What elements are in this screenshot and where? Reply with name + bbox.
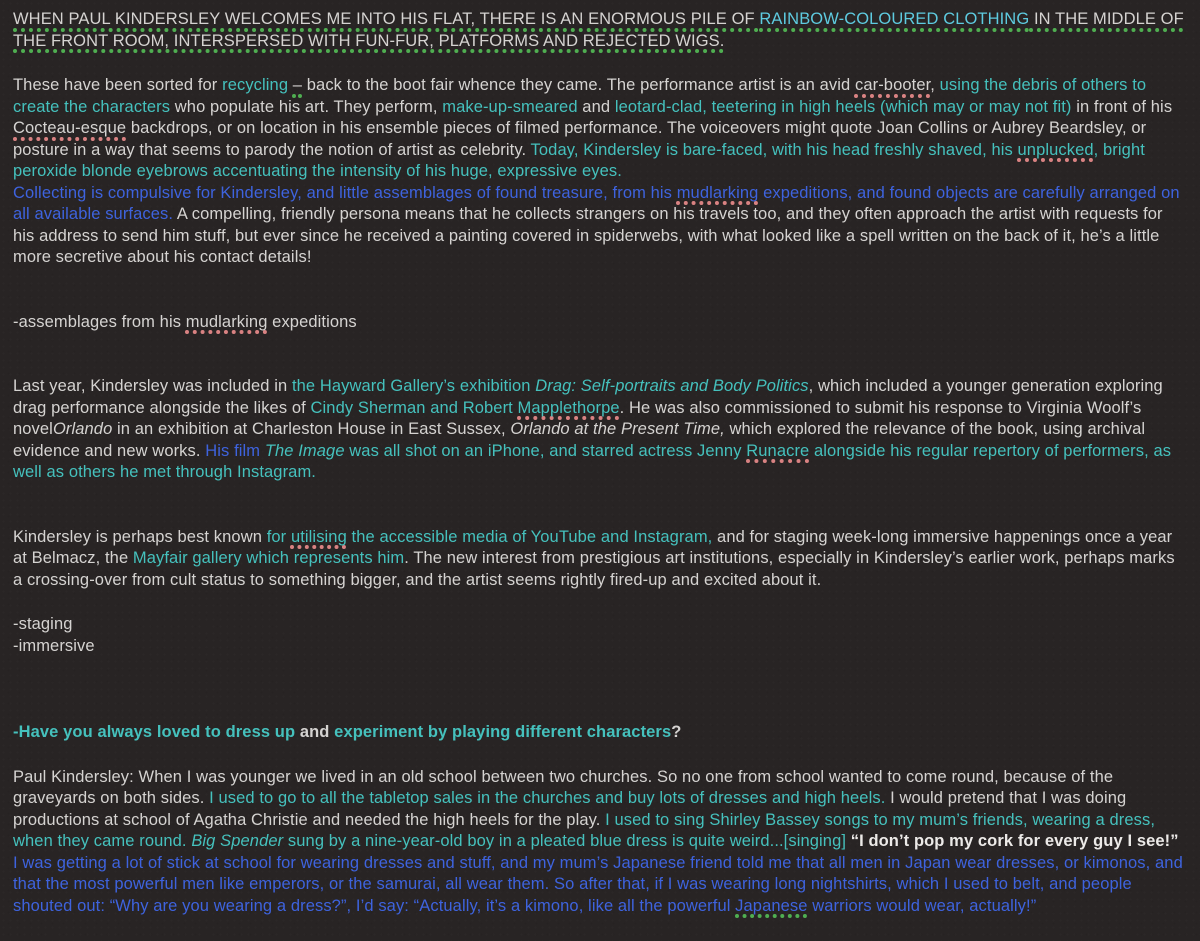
text-run: Paul Kindersley: When I was younger we lived in an old school between two churches. So no one from school wanted to come round, because of the graveyards on both sides. xyxy=(13,767,1114,807)
text-run: Collecting is compulsive for Kindersley, and little assemblages of found treasure, from his xyxy=(13,183,677,202)
note-staging xyxy=(13,614,1187,636)
text-run: -staging xyxy=(13,615,73,633)
text-run: car-booter xyxy=(854,76,931,94)
text-run: and for staging week-long immersive happenings once a year at Belmacz, the xyxy=(13,527,1173,567)
text-run: , bright peroxide blonde eyebrows accentuating the intensity of his huge, expressive eyes. xyxy=(13,140,1145,180)
text-run: warriors would wear, actually!” xyxy=(807,896,1037,915)
text-run: utilising xyxy=(290,527,347,546)
text-run: unplucked xyxy=(1017,140,1094,159)
interview-answer-paragraph xyxy=(13,767,1187,918)
text-run: expeditions xyxy=(267,312,357,331)
text-run: , which included a younger generation exploring drag performance alongside the likes of xyxy=(13,377,1163,417)
text-run: experiment by playing different characters xyxy=(334,723,672,741)
text-run: the accessible media of YouTube and Instagram, xyxy=(346,527,713,546)
text-run: Drag: Self-portraits and Body Politics xyxy=(535,377,809,395)
text-run: was all shot on an iPhone, and starred actress Jenny xyxy=(344,441,747,460)
text-run: alongside his regular repertory of performers, as well as others he met through Instagram. xyxy=(13,441,1172,481)
text-run: I would pretend that I was doing productions at school of Agatha Christie and needed the high heels for the play. xyxy=(13,789,1127,829)
text-run: who populate his art. They perform, xyxy=(170,97,443,116)
text-run: using the debris of others to create the characters xyxy=(13,76,1147,116)
text-run: Runacre xyxy=(746,441,810,460)
text-run: Mapplethorpe xyxy=(517,398,620,417)
text-run: in front of his xyxy=(1071,97,1173,116)
text-run: A compelling, friendly persona means that he collects strangers on his travels too, and they often approach the artist with requests for his address to send him stuff, but ever since he received a painting covered in spiderwebs, with what looked like a spell written on the back of it, he’s a little more secretive about his contact details! xyxy=(13,205,1163,266)
note-immersive xyxy=(13,636,1187,658)
intro-paragraph xyxy=(13,75,1187,183)
text-run: Kindersley is perhaps best known xyxy=(13,527,267,546)
text-run: – xyxy=(292,76,303,94)
text-run: IN THE MIDDLE OF THE FRONT ROOM, INTERSPERSED WITH FUN-FUR, PLATFORMS AND REJECTED WIGS. xyxy=(13,10,1184,50)
text-run: -assemblages from his xyxy=(13,312,186,331)
text-run: Last year, Kindersley was included in xyxy=(13,377,292,395)
text-run: and xyxy=(299,723,335,741)
best-known-paragraph xyxy=(13,527,1187,592)
note-assemblages xyxy=(13,312,1187,334)
text-run: and xyxy=(577,97,615,116)
text-run: the Hayward Gallery’s exhibition xyxy=(291,377,536,395)
text-run: WHEN PAUL KINDERSLEY WELCOMES ME INTO HIS FLAT, THERE IS AN ENORMOUS PILE OF xyxy=(13,10,760,28)
text-run: for xyxy=(266,527,291,546)
text-run: expeditions, and found objects are carefully arranged on all available surfaces. xyxy=(13,183,1180,223)
text-run: Cocteau-esque xyxy=(13,119,127,137)
text-run: These have been sorted for xyxy=(13,76,223,94)
text-run: mudlarking xyxy=(185,312,268,331)
text-run: in an exhibition at Charleston House in East Sussex, xyxy=(112,420,511,438)
text-run: make-up-smeared xyxy=(442,97,578,116)
text-run: I was getting a lot of stick at school for wearing dresses and stuff, and my mum’s Japanese friend told me that all men in Japan wear dresses, or kimonos, and that the most powerful men like emperors, or the samurai, all wear them. So after that, if I was wearing long nightshirts, which I used to belt, and people shouted out: “Why are you wearing a dress?”, I’d say: “Actually, it’s a kimono, like all the powerful xyxy=(13,853,1183,915)
text-run: Mayfair gallery which represents him xyxy=(132,549,405,567)
text-run: Cindy Sherman and Robert xyxy=(310,398,518,417)
header-paragraph xyxy=(13,9,1187,52)
text-run: sung by a nine-year-old boy in a pleated blue dress is quite weird...[singing] xyxy=(283,832,851,850)
interview-question xyxy=(13,722,1187,744)
text-run: backdrops, or on location in his ensemble pieces of filmed performance. The voiceovers might quote Joan Collins or Aubrey Beardsley, or posture in a way that seems to parody the notion of artist as celebrity. xyxy=(13,119,1147,159)
text-run: Orlando xyxy=(52,420,113,438)
text-run: -immersive xyxy=(13,636,95,655)
text-run: ? xyxy=(671,723,682,741)
text-run: Orlando at the Present Time, xyxy=(510,420,725,438)
text-run: . He was also commissioned to submit his response to Virginia Woolf’s novel xyxy=(13,398,1142,438)
text-run: RAINBOW-COLOURED CLOTHING xyxy=(759,10,1030,28)
text-run: -Have you always loved to dress up xyxy=(13,723,300,741)
text-run: leotard-clad, teetering in high heels (which may or may not fit) xyxy=(614,97,1072,116)
text-run: I used to go to all the tabletop sales in the churches and buy lots of dresses and high heels. xyxy=(209,789,886,807)
text-run: I used to sing Shirley Bassey songs to my mum’s friends, wearing a dress, when they came round. xyxy=(13,810,1156,850)
text-run: Today, Kindersley is bare-faced, with his head freshly shaved, his xyxy=(530,140,1018,159)
text-run: Big Spender xyxy=(191,832,284,850)
text-run: , xyxy=(930,76,940,94)
text-run: which explored the relevance of the book, using archival evidence and new works. xyxy=(13,420,1146,460)
text-run: back to the boot fair whence they came. The performance artist is an avid xyxy=(302,76,855,94)
text-run: . The new interest from prestigious art institutions, especially in Kindersley’s earlier work, perhaps marks a crossing-over from cult status to something bigger, and the artist seems rightly fired-up and excited about it. xyxy=(13,549,1175,589)
collecting-paragraph xyxy=(13,183,1187,269)
text-run: recycling xyxy=(222,76,289,94)
last-year-paragraph xyxy=(13,376,1187,484)
text-run: The Image xyxy=(264,441,345,460)
text-run: His film xyxy=(205,441,265,460)
text-run: “I don’t pop my cork for every guy I see!” xyxy=(850,832,1179,850)
text-run: Japanese xyxy=(735,896,808,915)
text-run: mudlarking xyxy=(676,183,759,202)
